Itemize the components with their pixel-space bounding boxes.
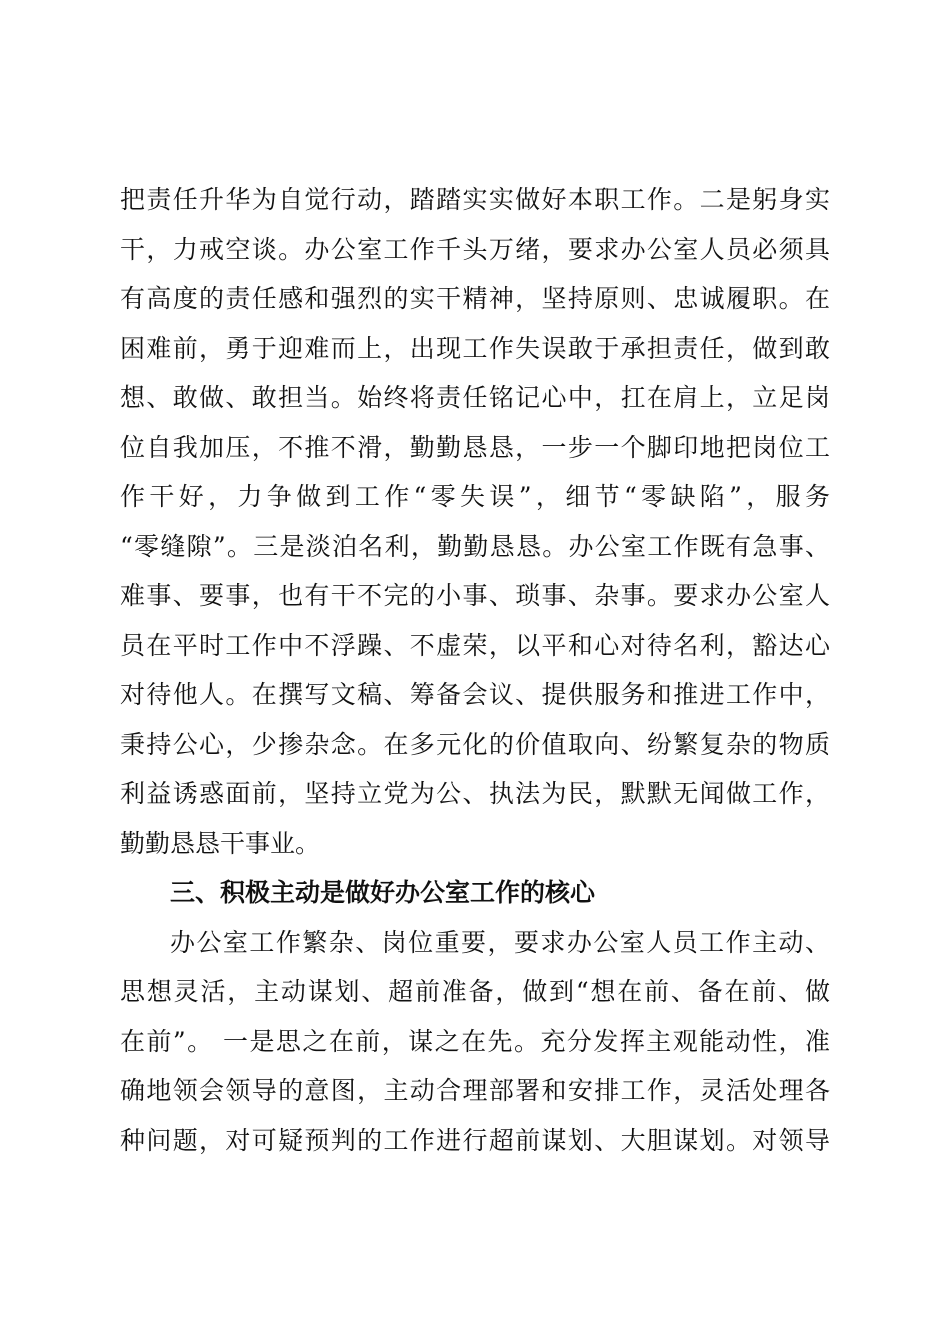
paragraph-line: 秉持公心，少掺杂念。在多元化的价值取向、纷繁复杂的物质 [120,729,830,759]
paragraph-line: 作干好，力争做到工作“零失误”，细节“零缺陷”，服务 [120,482,830,511]
paragraph-line: 干，力戒空谈。办公室工作千头万绪，要求办公室人员必须具 [120,234,830,264]
document-body [120,175,830,1165]
paragraph-line: 勤勤恳恳干事业。 [120,828,321,858]
paragraph-line: 位自我加压，不推不滑，勤勤恳恳，一步一个脚印地把岗位工 [120,432,830,462]
paragraph-line: 种问题，对可疑预判的工作进行超前谋划、大胆谋划。对领导 [120,1125,830,1155]
paragraph-line: 难事、要事，也有干不完的小事、琐事、杂事。要求办公室人 [120,581,830,610]
paragraph-line: 员在平时工作中不浮躁、不虚荣，以平和心对待名利，豁达心 [120,630,830,660]
paragraph-line: 对待他人。在撰写文稿、筹备会议、提供服务和推进工作中， [120,680,830,709]
paragraph-line: 困难前，勇于迎难而上，出现工作失误敢于承担责任，做到敢 [120,333,830,363]
paragraph-line: 在前”。 一是思之在前，谋之在先。充分发挥主观能动性，准 [120,1026,830,1056]
paragraph-line: 确地领会领导的意图，主动合理部署和安排工作，灵活处理各 [120,1076,830,1105]
paragraph-line: 思想灵活，主动谋划、超前准备，做到“想在前、备在前、做 [120,977,830,1006]
paragraph-line: 把责任升华为自觉行动，踏踏实实做好本职工作。二是躬身实 [120,185,830,214]
paragraph-line: 利益诱惑面前，坚持立党为公、执法为民，默默无闻做工作， [120,779,830,808]
paragraph-line: “零缝隙”。三是淡泊名利，勤勤恳恳。办公室工作既有急事、 [120,531,830,561]
paragraph-line: 办公室工作繁杂、岗位重要，要求办公室人员工作主动、 [170,927,830,957]
section-heading: 三、积极主动是做好办公室工作的核心 [170,878,596,907]
paragraph-line: 想、敢做、敢担当。始终将责任铭记心中，扛在肩上，立足岗 [120,383,830,412]
paragraph-line: 有高度的责任感和强烈的实干精神，坚持原则、忠诚履职。在 [120,284,830,313]
